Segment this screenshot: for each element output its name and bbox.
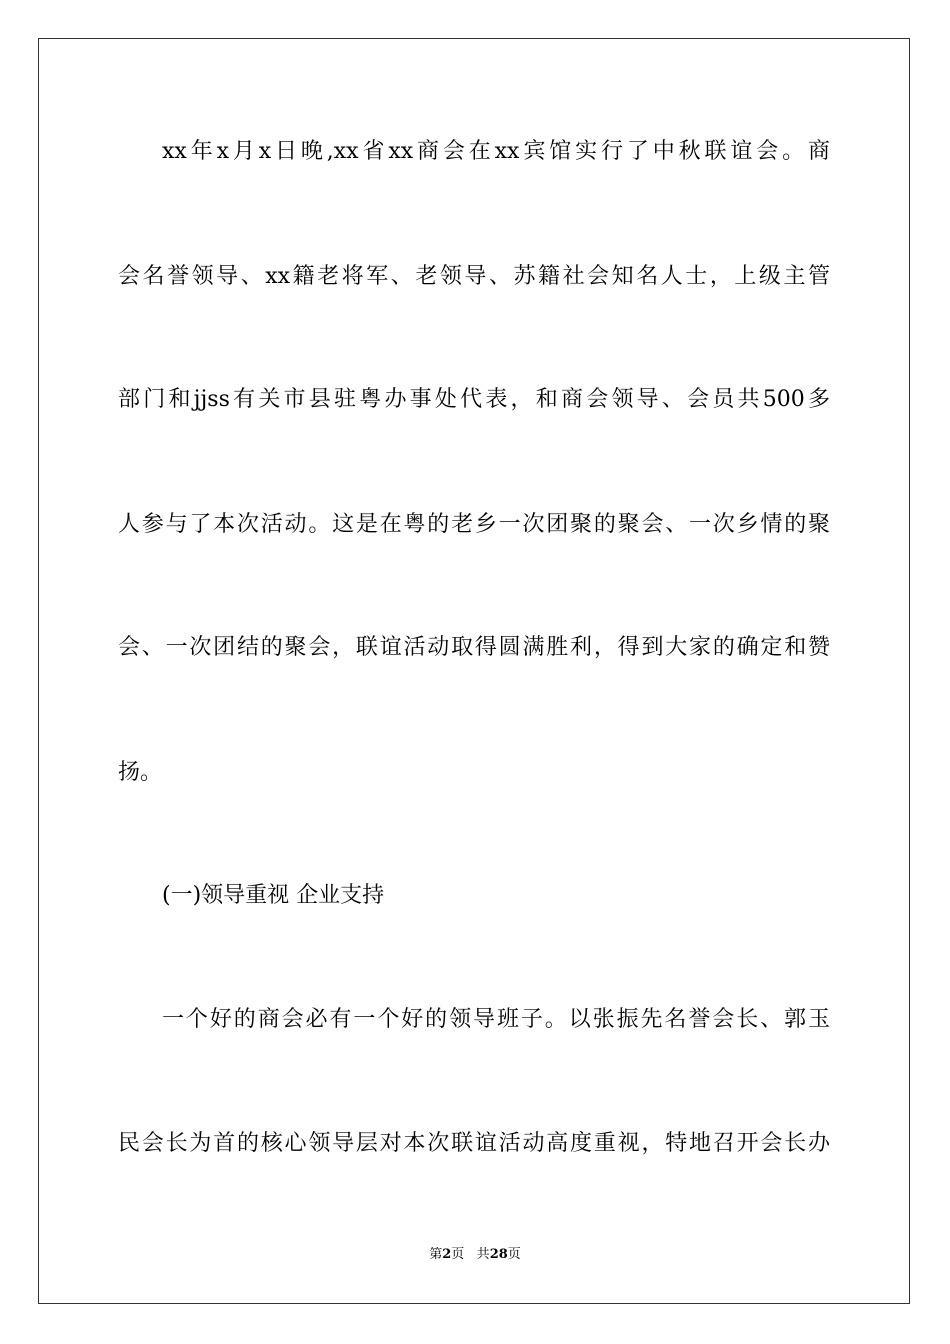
- footer-total-suffix: 页: [507, 1247, 521, 1262]
- body-line-1: xx年x月x日晚,xx省xx商会在xx宾馆实行了中秋联谊会。商: [162, 139, 830, 164]
- footer-page-prefix: 第: [429, 1247, 443, 1262]
- body-line-4: 人参与了本次活动。这是在粤的老乡一次团聚的聚会、一次乡情的聚: [118, 512, 830, 537]
- body-line-8: 一个好的商会必有一个好的领导班子。以张振先名誉会长、郭玉: [162, 1007, 830, 1032]
- footer-page-number: 2: [442, 1247, 452, 1262]
- body-line-3: 部门和jjss有关市县驻粤办事处代表，和商会领导、会员共500多: [118, 387, 830, 412]
- footer-total-pages: 28: [489, 1247, 508, 1262]
- section-heading: (一)领导重视 企业支持: [162, 883, 385, 908]
- body-line-6: 扬。: [118, 760, 163, 785]
- body-line-2: 会名誉领导、xx籍老将军、老领导、苏籍社会知名人士，上级主管: [118, 264, 830, 289]
- footer-page-suffix: 页: [451, 1247, 465, 1262]
- body-line-9: 民会长为首的核心领导层对本次联谊活动高度重视，特地召开会长办: [118, 1131, 830, 1156]
- page-footer: [0, 1246, 950, 1264]
- footer-total-prefix: 共: [476, 1247, 490, 1262]
- body-line-5: 会、一次团结的聚会，联谊活动取得圆满胜利，得到大家的确定和赞: [118, 635, 830, 660]
- page-frame: [38, 38, 910, 1304]
